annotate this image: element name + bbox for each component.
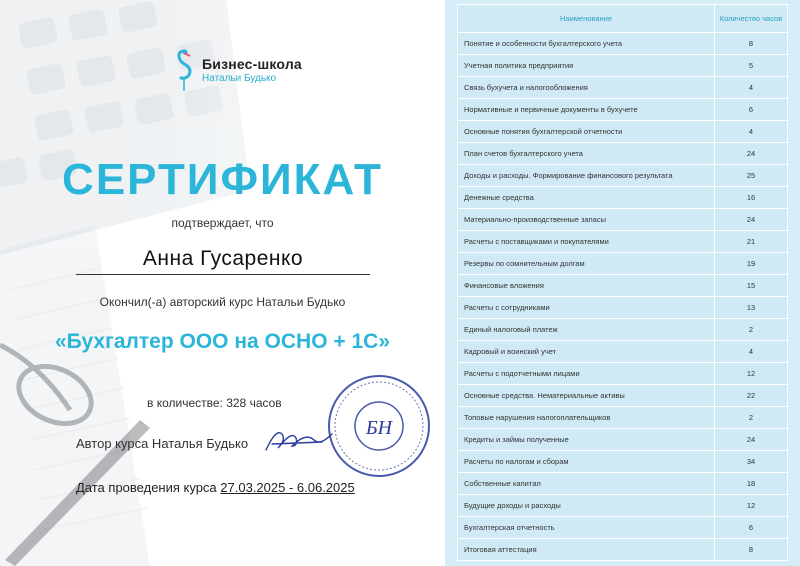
logo-title: Бизнес-школа xyxy=(202,56,302,72)
topic-hours: 12 xyxy=(715,495,788,517)
topic-name: Связь бухучета и налогообложения xyxy=(458,77,715,99)
course-hours: в количестве: 328 часов xyxy=(147,396,282,410)
table-row xyxy=(458,363,788,385)
topic-name: Понятие и особенности бухгалтерского учета xyxy=(458,33,715,55)
table-row xyxy=(458,385,788,407)
table-row xyxy=(458,33,788,55)
topic-hours: 8 xyxy=(715,33,788,55)
table-row xyxy=(458,55,788,77)
recipient-name: Анна Гусаренко xyxy=(76,247,370,275)
table-row xyxy=(458,539,788,561)
table-row xyxy=(458,517,788,539)
topic-hours: 6 xyxy=(715,517,788,539)
seal-initials: БН xyxy=(365,417,393,439)
topic-name: План счетов бухгалтерского учета xyxy=(458,143,715,165)
table-row xyxy=(458,143,788,165)
topic-hours: 12 xyxy=(715,363,788,385)
topic-hours: 19 xyxy=(715,253,788,275)
topic-name: Расчеты с поставщиками и покупателями xyxy=(458,231,715,253)
table-row xyxy=(458,165,788,187)
topic-name: Кредиты и займы полученные xyxy=(458,429,715,451)
topic-hours: 2 xyxy=(715,407,788,429)
topic-hours: 4 xyxy=(715,341,788,363)
dates-value: 27.03.2025 - 6.06.2025 xyxy=(220,480,355,495)
topic-name: Основные понятия бухгалтерской отчетности xyxy=(458,121,715,143)
table-header-row xyxy=(458,5,788,33)
topic-hours: 13 xyxy=(715,297,788,319)
topic-name: Нормативные и первичные документы в бухучете xyxy=(458,99,715,121)
topic-name: Кадровый и воинский учет xyxy=(458,341,715,363)
topic-hours: 16 xyxy=(715,187,788,209)
topic-name: Расчеты по налогам и сборам xyxy=(458,451,715,473)
table-row xyxy=(458,187,788,209)
course-author: Автор курса Наталья Будько xyxy=(76,436,249,451)
table-row xyxy=(458,407,788,429)
table-row xyxy=(458,231,788,253)
table-row xyxy=(458,209,788,231)
topic-hours: 4 xyxy=(715,121,788,143)
flamingo-logo-icon xyxy=(172,48,196,92)
topic-name: Собственные капитал xyxy=(458,473,715,495)
topic-hours: 24 xyxy=(715,143,788,165)
table-row xyxy=(458,297,788,319)
completed-text: Окончил(-а) авторский курс Натальи Будько xyxy=(99,295,346,309)
topic-name: Материально-производственные запасы xyxy=(458,209,715,231)
topic-hours: 2 xyxy=(715,319,788,341)
confirms-text: подтверждает, что xyxy=(171,216,274,230)
topic-hours: 24 xyxy=(715,429,788,451)
topic-name: Итоговая аттестация xyxy=(458,539,715,561)
topic-name: Топовые нарушения налогоплательщиков xyxy=(458,407,715,429)
topic-hours: 34 xyxy=(715,451,788,473)
table-row xyxy=(458,99,788,121)
topic-hours: 22 xyxy=(715,385,788,407)
course-program-table xyxy=(457,4,788,561)
topic-hours: 15 xyxy=(715,275,788,297)
topic-hours: 5 xyxy=(715,55,788,77)
table-row xyxy=(458,341,788,363)
logo-subtitle: Натальи Будько xyxy=(202,73,277,84)
header-name: Наименование xyxy=(458,5,715,33)
table-row xyxy=(458,121,788,143)
topic-name: Будущие доходы и расходы xyxy=(458,495,715,517)
topic-hours: 25 xyxy=(715,165,788,187)
topic-hours: 8 xyxy=(715,539,788,561)
dates-label: Дата проведения курса xyxy=(76,480,221,495)
topic-hours: 24 xyxy=(715,209,788,231)
topic-hours: 4 xyxy=(715,77,788,99)
table-body xyxy=(458,33,788,561)
topic-name: Учетная политика предприятия xyxy=(458,55,715,77)
table-row xyxy=(458,77,788,99)
topic-name: Основные средства. Нематериальные активы xyxy=(458,385,715,407)
topic-name: Резервы по сомнительным долгам xyxy=(458,253,715,275)
header-hours: Количество часов xyxy=(715,5,788,33)
topic-hours: 18 xyxy=(715,473,788,495)
topic-name: Финансовые вложения xyxy=(458,275,715,297)
school-logo xyxy=(172,48,302,92)
table-row xyxy=(458,473,788,495)
course-dates xyxy=(76,480,355,495)
course-program-panel xyxy=(445,0,800,566)
topic-name: Единый налоговый платеж xyxy=(458,319,715,341)
table-row xyxy=(458,319,788,341)
seal-stamp-icon xyxy=(325,372,433,480)
certificate-title: СЕРТИФИКАТ xyxy=(62,155,383,204)
table-row xyxy=(458,429,788,451)
topic-name: Доходы и расходы. Формирование финансового результата xyxy=(458,165,715,187)
topic-name: Расчеты с подотчетными лицами xyxy=(458,363,715,385)
topic-name: Расчеты с сотрудниками xyxy=(458,297,715,319)
topic-name: Бухгалтерская отчетность xyxy=(458,517,715,539)
topic-name: Денежные средства xyxy=(458,187,715,209)
table-row xyxy=(458,253,788,275)
topic-hours: 6 xyxy=(715,99,788,121)
table-row xyxy=(458,275,788,297)
topic-hours: 21 xyxy=(715,231,788,253)
table-row xyxy=(458,495,788,517)
course-name: «Бухгалтер ООО на ОСНО + 1С» xyxy=(55,330,390,353)
table-row xyxy=(458,451,788,473)
